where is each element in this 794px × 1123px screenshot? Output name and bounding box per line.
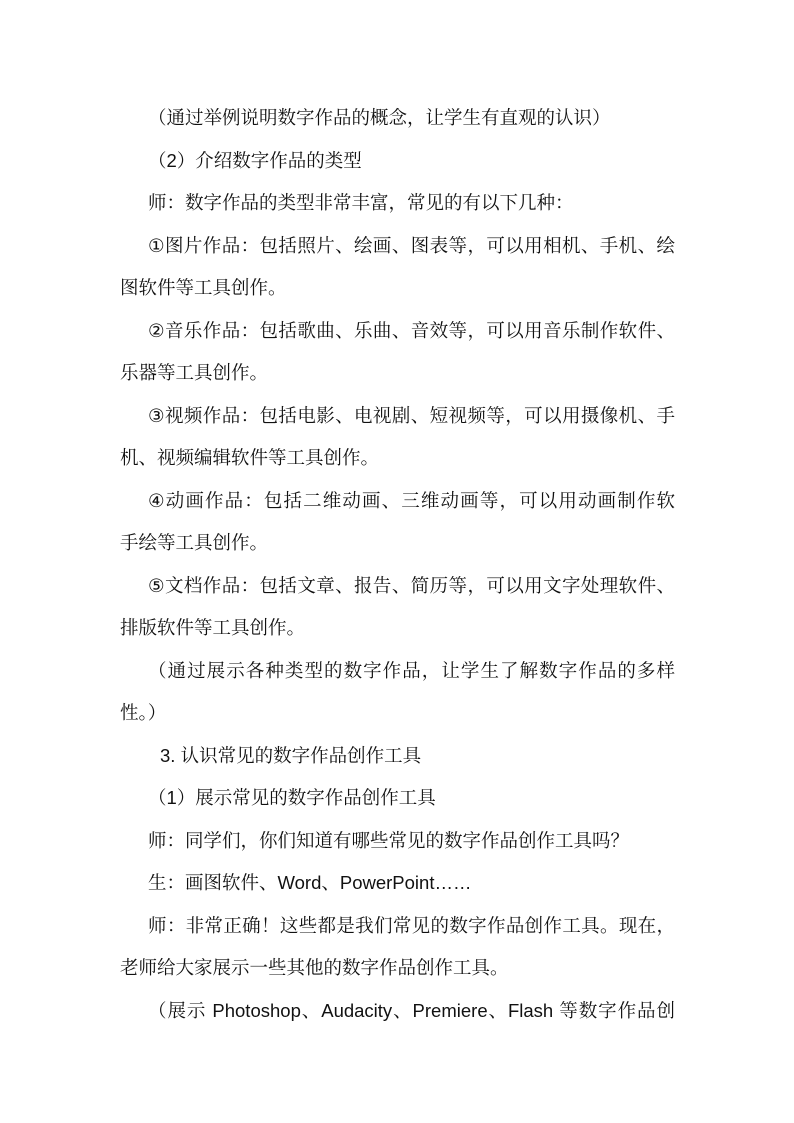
text-line: 乐器等工具创作。	[120, 362, 269, 383]
text-line: 师：数字作品的类型非常丰富，常见的有以下几种：	[148, 192, 574, 213]
text-line: 师：同学们，你们知道有哪些常见的数字作品创作工具吗？	[148, 829, 630, 851]
text-line: ⑤文档作品：包括文章、报告、简历等，可以用文字处理软件、	[148, 574, 675, 596]
text-line: 图软件等工具创作。	[120, 277, 287, 298]
document-body	[120, 97, 675, 1032]
text-line: 手绘等工具创作。	[120, 532, 269, 553]
text-line: ③视频作品：包括电影、电视剧、短视频等，可以用摄像机、手	[148, 404, 675, 426]
text-line: 排版软件等工具创作。	[120, 617, 306, 638]
text-line: 机、视频编辑软件等工具创作。	[120, 447, 380, 468]
text-line: 性。）	[120, 702, 167, 723]
text-line: ①图片作品：包括照片、绘画、图表等，可以用相机、手机、绘	[148, 234, 675, 256]
subsection-heading: （1）展示常见的数字作品创作工具	[148, 787, 436, 808]
text-line: ②音乐作品：包括歌曲、乐曲、音效等，可以用音乐制作软件、	[148, 319, 675, 341]
section-heading: 3. 认识常见的数字作品创作工具	[160, 744, 422, 766]
text-line: 生：画图软件、Word、PowerPoint……	[148, 872, 472, 893]
text-line: 师：非常正确！这些都是我们常见的数字作品创作工具。现在，	[148, 914, 675, 936]
text-line: （通过举例说明数字作品的概念，让学生有直观的认识）	[148, 107, 611, 128]
section-heading: （2）介绍数字作品的类型	[148, 149, 362, 171]
text-line: ④动画作品：包括二维动画、三维动画等，可以用动画制作软	[148, 489, 675, 511]
text-line: （展示 Photoshop、Audacity、Premiere、Flash 等数字作品创	[148, 999, 675, 1021]
text-line: 老师给大家展示一些其他的数字作品创作工具。	[120, 957, 509, 978]
text-line: （通过展示各种类型的数字作品，让学生了解数字作品的多样	[148, 659, 675, 681]
